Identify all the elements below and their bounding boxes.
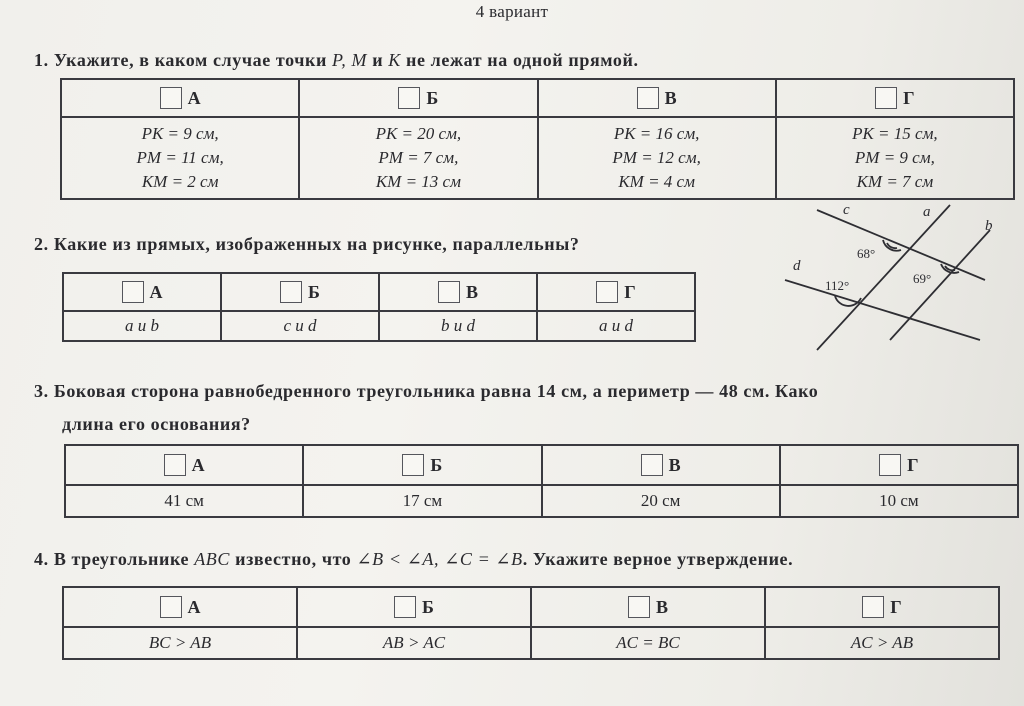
question-1-text-a: Укажите, в каком случае точки — [53, 50, 333, 70]
q1-c-line-2: PM = 12 см, — [612, 148, 701, 167]
q2-option-c-checkbox[interactable] — [438, 281, 460, 303]
q4-option-d-letter: Г — [890, 596, 902, 617]
line-c — [817, 210, 985, 280]
q2-option-c-header[interactable] — [379, 273, 537, 311]
q3-option-d-value: 10 см — [780, 485, 1018, 517]
question-4-number: 4. — [34, 549, 49, 569]
q2-option-d-value: a и d — [537, 311, 695, 341]
question-3-number: 3. — [34, 381, 49, 401]
q3-option-d-header[interactable] — [780, 445, 1018, 485]
q4-option-a-letter: А — [187, 596, 201, 617]
question-3-text-line-2: длина его основания? — [62, 414, 251, 434]
q1-d-line-3: KM = 7 см — [856, 172, 934, 191]
q3-option-d-letter: Г — [907, 454, 919, 475]
q1-option-d-value — [776, 117, 1014, 199]
q1-option-c-letter: В — [664, 87, 677, 108]
variant-header: 4 вариант — [475, 2, 549, 21]
question-1-text-c: не лежат на одной прямой. — [400, 50, 639, 70]
q1-a-line-3: KM = 2 см — [141, 172, 219, 191]
q2-option-a-letter: А — [149, 281, 163, 302]
q3-option-a-checkbox[interactable] — [164, 454, 186, 476]
q4-option-b-header[interactable] — [297, 587, 531, 627]
q3-option-a-value: 41 см — [65, 485, 303, 517]
q1-option-a-checkbox[interactable] — [160, 87, 182, 109]
q3-option-d-checkbox[interactable] — [879, 454, 901, 476]
q3-option-b-checkbox[interactable] — [402, 454, 424, 476]
q2-option-b-letter: Б — [308, 281, 320, 302]
q2-option-a-checkbox[interactable] — [122, 281, 144, 303]
q4-option-c-checkbox[interactable] — [628, 596, 650, 618]
q4-option-c-header[interactable] — [531, 587, 765, 627]
question-2-text: Какие из прямых, изображенных на рисунке, параллельны? — [53, 234, 580, 254]
q2-option-a-value: a и b — [63, 311, 221, 341]
question-2-number: 2. — [34, 234, 49, 254]
q1-option-a-value — [61, 117, 299, 199]
q1-a-line-2: PM = 11 см, — [136, 148, 224, 167]
question-4-text-a: В треугольнике — [53, 549, 195, 569]
q3-option-b-letter: Б — [430, 454, 443, 475]
q4-option-c-letter: В — [655, 596, 668, 617]
q2-option-b-header[interactable] — [221, 273, 379, 311]
q3-option-b-header[interactable] — [303, 445, 541, 485]
question-3-line-2 — [62, 414, 251, 435]
q1-option-b-header[interactable] — [299, 79, 537, 117]
q2-option-d-letter: Г — [624, 281, 636, 302]
angle-label-112: 112° — [825, 278, 850, 293]
q4-option-b-value: AB > AC — [297, 627, 531, 659]
q4-option-b-checkbox[interactable] — [394, 596, 416, 618]
label-line-a: a — [923, 204, 931, 220]
question-1-point-k: K — [388, 50, 401, 70]
question-2 — [34, 234, 579, 255]
q1-d-line-2: PM = 9 см, — [854, 148, 935, 167]
q1-option-a-header[interactable] — [61, 79, 299, 117]
label-line-d: d — [793, 258, 801, 274]
q2-option-d-checkbox[interactable] — [596, 281, 618, 303]
q4-option-d-header[interactable] — [765, 587, 999, 627]
q4-option-d-checkbox[interactable] — [862, 596, 884, 618]
q1-option-b-value — [299, 117, 537, 199]
q2-option-a-header[interactable] — [63, 273, 221, 311]
question-4-answer-table — [62, 586, 1000, 660]
q4-option-c-value: AC = BC — [531, 627, 765, 659]
q4-option-d-value: AC > AB — [765, 627, 999, 659]
q4-option-a-checkbox[interactable] — [160, 596, 182, 618]
question-4-text-c: . Укажите верное утверждение. — [522, 549, 794, 569]
q1-d-line-1: PK = 15 см, — [852, 124, 938, 143]
q2-option-c-value: b и d — [379, 311, 537, 341]
q1-option-c-value — [538, 117, 776, 199]
q1-option-a-letter: А — [187, 87, 201, 108]
q2-option-b-value: c и d — [221, 311, 379, 341]
q2-option-d-header[interactable] — [537, 273, 695, 311]
question-2-answer-table — [62, 272, 696, 342]
q3-option-c-value: 20 см — [542, 485, 780, 517]
question-3-answer-table — [64, 444, 1019, 518]
question-1-text-b: и — [367, 50, 389, 70]
q2-option-c-letter: В — [465, 281, 478, 302]
q1-option-b-letter: Б — [426, 87, 439, 108]
q4-option-a-header[interactable] — [63, 587, 297, 627]
q1-option-d-header[interactable] — [776, 79, 1014, 117]
question-4 — [34, 549, 793, 570]
q4-option-a-value: BC > AB — [63, 627, 297, 659]
q3-option-a-header[interactable] — [65, 445, 303, 485]
question-4-condition: ∠B < ∠A, ∠C = ∠B — [356, 549, 523, 569]
label-line-b: b — [985, 218, 993, 234]
q1-option-c-checkbox[interactable] — [637, 87, 659, 109]
q3-option-a-letter: А — [191, 454, 205, 475]
q1-b-line-3: KM = 13 см — [375, 172, 461, 191]
q1-a-line-1: PK = 9 см, — [141, 124, 219, 143]
angle-label-68: 68° — [857, 246, 876, 261]
question-1-number: 1. — [34, 50, 49, 70]
q1-c-line-1: PK = 16 см, — [613, 124, 700, 143]
angle-label-69: 69° — [913, 271, 932, 286]
q3-option-c-letter: В — [668, 454, 681, 475]
q1-b-line-2: PM = 7 см, — [378, 148, 459, 167]
q1-c-line-3: KM = 4 см — [618, 172, 695, 191]
label-line-c: c — [843, 202, 850, 218]
q1-option-b-checkbox[interactable] — [398, 87, 420, 109]
q1-option-d-checkbox[interactable] — [875, 87, 897, 109]
question-4-triangle: ABC — [194, 549, 230, 569]
q1-option-c-header[interactable] — [538, 79, 776, 117]
parallel-lines-figure — [775, 200, 1005, 360]
q3-option-c-header[interactable] — [542, 445, 780, 485]
question-1-points: P, M — [332, 50, 368, 70]
q3-option-b-value: 17 см — [303, 485, 541, 517]
q3-option-c-checkbox[interactable] — [641, 454, 663, 476]
line-d — [785, 280, 980, 340]
question-3 — [34, 381, 818, 402]
question-1 — [34, 50, 639, 71]
q4-option-b-letter: Б — [422, 596, 434, 617]
question-3-text-line-1: Боковая сторона равнобедренного треугольника равна 14 см, а периметр — 48 см. Како — [53, 381, 819, 401]
question-1-answer-table — [60, 78, 1015, 200]
q1-b-line-1: PK = 20 см, — [375, 124, 462, 143]
q1-option-d-letter: Г — [903, 87, 915, 108]
question-4-text-b: известно, что — [230, 549, 357, 569]
q2-option-b-checkbox[interactable] — [280, 281, 302, 303]
